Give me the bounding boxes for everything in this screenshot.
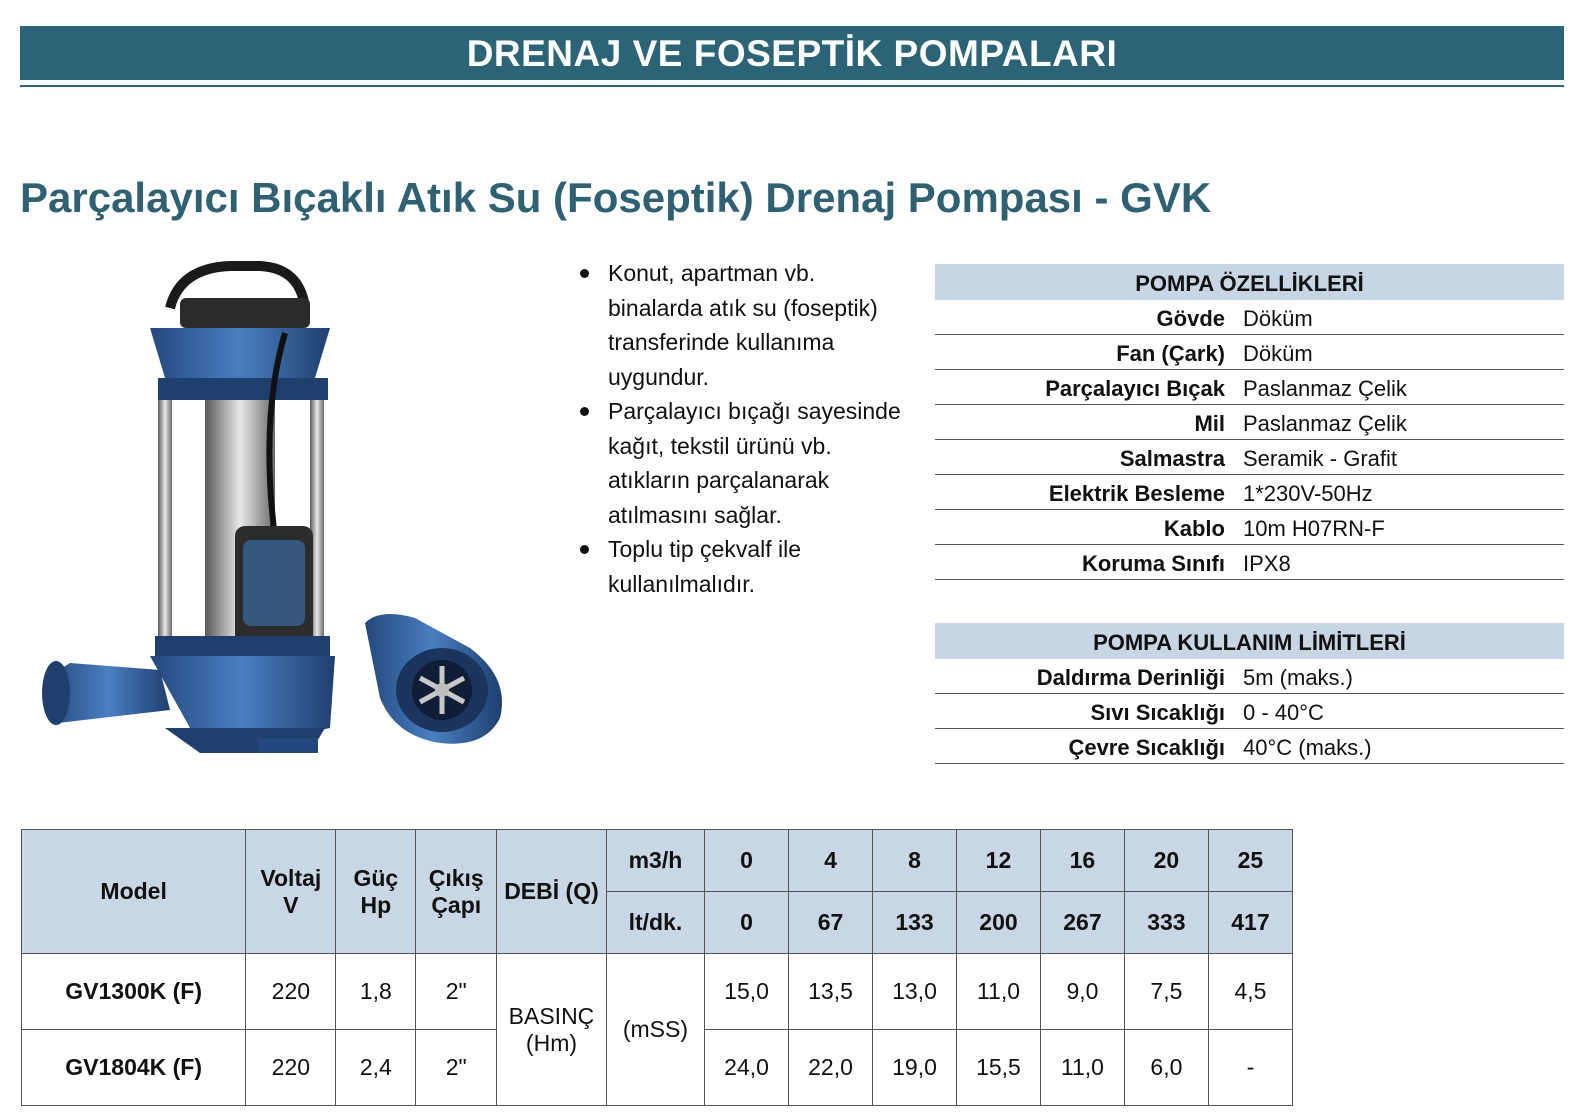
head-cell: 15,0 bbox=[705, 954, 789, 1030]
model-cell: GV1804K (F) bbox=[22, 1030, 246, 1106]
spec-row bbox=[935, 659, 1564, 694]
unit-ltdk-header: lt/dk. bbox=[606, 892, 704, 954]
head-cell: 7,5 bbox=[1124, 954, 1208, 1030]
outlet-header: Çıkış Çapı bbox=[416, 830, 497, 954]
spec-value: Döküm bbox=[1243, 341, 1313, 366]
head-cell: 11,0 bbox=[1040, 1030, 1124, 1106]
spec-value: 10m H07RN-F bbox=[1243, 516, 1385, 541]
spec-label: Daldırma Derinliği bbox=[1036, 665, 1225, 690]
model-cell: GV1300K (F) bbox=[22, 954, 246, 1030]
spec-label: Mil bbox=[1194, 411, 1225, 436]
performance-table bbox=[21, 829, 1293, 1106]
head-cell: 4,5 bbox=[1208, 954, 1292, 1030]
table-row bbox=[22, 954, 1293, 1030]
flow-m3h-cell: 20 bbox=[1124, 830, 1208, 892]
spec-row bbox=[935, 370, 1564, 405]
head-cell: 22,0 bbox=[789, 1030, 873, 1106]
bullet-item: Toplu tip çekvalf ile kullanılmalıdır. bbox=[576, 532, 906, 601]
outlet-cell: 2" bbox=[416, 954, 497, 1030]
banner-rule bbox=[20, 85, 1564, 87]
pump-features-heading: POMPA ÖZELLİKLERİ bbox=[935, 264, 1564, 300]
banner-title: DRENAJ VE FOSEPTİK POMPALARI bbox=[466, 33, 1118, 74]
spec-value: Paslanmaz Çelik bbox=[1243, 411, 1407, 436]
power-cell: 1,8 bbox=[336, 954, 416, 1030]
flow-ltdk-cell: 267 bbox=[1040, 892, 1124, 954]
flow-m3h-cell: 8 bbox=[873, 830, 957, 892]
usage-limits-table bbox=[935, 623, 1564, 764]
spec-label: Kablo bbox=[1163, 516, 1225, 541]
voltage-cell: 220 bbox=[246, 954, 336, 1030]
head-cell: 9,0 bbox=[1040, 954, 1124, 1030]
spec-label: Gövde bbox=[1156, 306, 1225, 331]
spec-value: IPX8 bbox=[1243, 551, 1291, 576]
flow-ltdk-cell: 133 bbox=[873, 892, 957, 954]
flow-ltdk-cell: 200 bbox=[956, 892, 1040, 954]
pump-features-table bbox=[935, 264, 1564, 580]
unit-m3h-header: m3/h bbox=[606, 830, 704, 892]
spec-label: Parçalayıcı Bıçak bbox=[1045, 376, 1225, 401]
flow-m3h-cell: 4 bbox=[789, 830, 873, 892]
spec-value: 1*230V-50Hz bbox=[1243, 481, 1373, 506]
spec-row bbox=[935, 475, 1564, 510]
head-cell: - bbox=[1208, 1030, 1292, 1106]
spec-row bbox=[935, 545, 1564, 580]
flow-m3h-cell: 0 bbox=[705, 830, 789, 892]
spec-value: 0 - 40°C bbox=[1243, 700, 1324, 725]
spec-value: Döküm bbox=[1243, 306, 1313, 331]
spec-value: 5m (maks.) bbox=[1243, 665, 1353, 690]
outlet-cell: 2" bbox=[416, 1030, 497, 1106]
spec-label: Koruma Sınıfı bbox=[1081, 551, 1225, 576]
power-header: Güç Hp bbox=[336, 830, 416, 954]
head-cell: 24,0 bbox=[705, 1030, 789, 1106]
pump-image bbox=[30, 258, 550, 778]
spec-label: Çevre Sıcaklığı bbox=[1068, 735, 1225, 760]
head-cell: 11,0 bbox=[956, 954, 1040, 1030]
usage-limits-heading: POMPA KULLANIM LİMİTLERİ bbox=[935, 623, 1564, 659]
spec-label: Fan (Çark) bbox=[1116, 341, 1225, 366]
spec-row bbox=[935, 335, 1564, 370]
spec-row bbox=[935, 440, 1564, 475]
spec-value: Seramik - Grafit bbox=[1243, 446, 1398, 471]
head-cell: 6,0 bbox=[1124, 1030, 1208, 1106]
pressure-unit-cell: (mSS) bbox=[606, 954, 704, 1106]
impeller-image bbox=[365, 614, 502, 744]
spec-value: 40°C (maks.) bbox=[1243, 735, 1372, 760]
flow-m3h-cell: 16 bbox=[1040, 830, 1124, 892]
head-cell: 19,0 bbox=[873, 1030, 957, 1106]
spec-row bbox=[935, 405, 1564, 440]
feature-bullet-list bbox=[576, 256, 906, 601]
spec-row bbox=[935, 694, 1564, 729]
spec-row bbox=[935, 510, 1564, 545]
spec-row bbox=[935, 729, 1564, 764]
head-cell: 15,5 bbox=[956, 1030, 1040, 1106]
spec-label: Sıvı Sıcaklığı bbox=[1090, 700, 1225, 725]
voltage-header: Voltaj V bbox=[246, 830, 336, 954]
pump-body bbox=[42, 266, 335, 753]
flow-ltdk-cell: 67 bbox=[789, 892, 873, 954]
spec-label: Elektrik Besleme bbox=[1048, 481, 1225, 506]
spec-value: Paslanmaz Çelik bbox=[1243, 376, 1407, 401]
model-header: Model bbox=[22, 830, 246, 954]
banner bbox=[20, 26, 1564, 80]
flow-ltdk-cell: 417 bbox=[1208, 892, 1292, 954]
spec-label: Salmastra bbox=[1119, 446, 1225, 471]
flow-m3h-cell: 25 bbox=[1208, 830, 1292, 892]
spec-row bbox=[935, 300, 1564, 335]
head-cell: 13,0 bbox=[873, 954, 957, 1030]
bullet-item: Konut, apartman vb. binalarda atık su (foseptik) transferinde kullanıma uygundur. bbox=[576, 256, 906, 394]
product-title: Parçalayıcı Bıçaklı Atık Su (Foseptik) Drenaj Pompası - GVK bbox=[20, 174, 1212, 221]
head-cell: 13,5 bbox=[789, 954, 873, 1030]
power-cell: 2,4 bbox=[336, 1030, 416, 1106]
flow-ltdk-cell: 0 bbox=[705, 892, 789, 954]
flow-m3h-cell: 12 bbox=[956, 830, 1040, 892]
flow-ltdk-cell: 333 bbox=[1124, 892, 1208, 954]
flow-header: DEBİ (Q) bbox=[497, 830, 607, 954]
bullet-item: Parçalayıcı bıçağı sayesinde kağıt, tekstil ürünü vb. atıkların parçalanarak atılmasını sağlar. bbox=[576, 394, 906, 532]
pressure-label-cell: BASINÇ (Hm) bbox=[497, 954, 607, 1106]
voltage-cell: 220 bbox=[246, 1030, 336, 1106]
